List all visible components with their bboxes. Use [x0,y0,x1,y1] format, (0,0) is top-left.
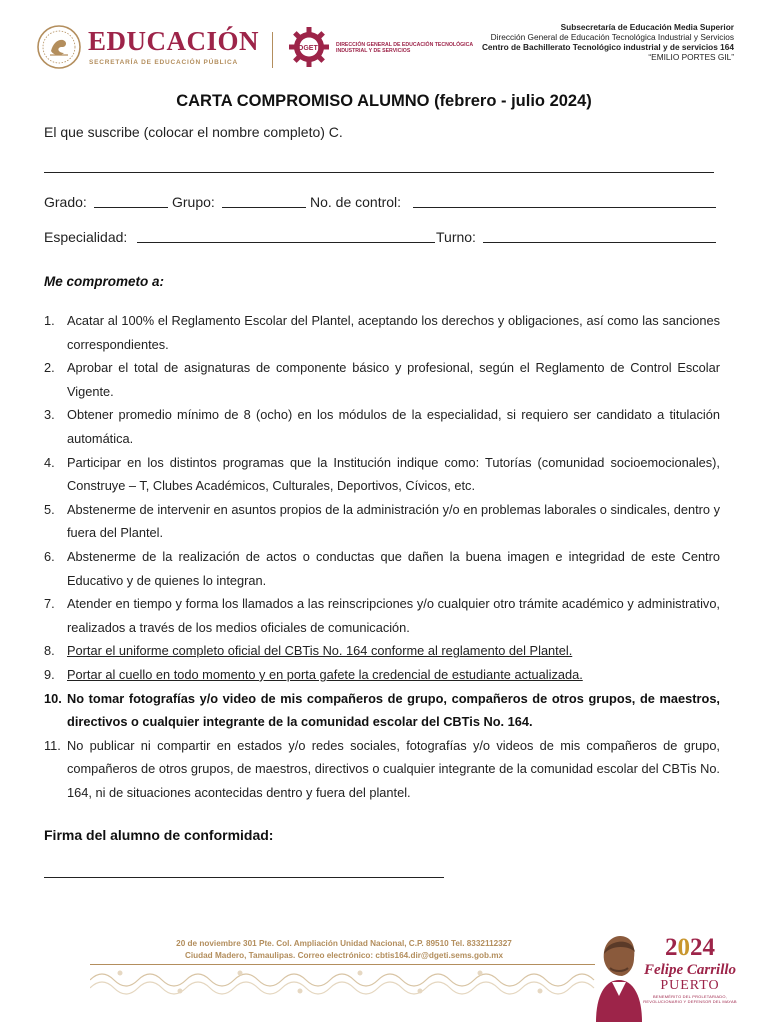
signature-fill-line [44,877,444,878]
turno-fill-line [483,242,716,243]
header-divider [272,32,273,68]
logo-place: PUERTO [660,978,720,993]
list-item: 10. No tomar fotografías y/o video de mis compañeros de grupo, compañeros de otros grupos, de maestros, directivos o cualquier integrante de la comunidad escolar del CBTis No. 164. [44,690,720,730]
institution-line-4: “EMILIO PORTES GIL” [648,52,734,62]
felipe-carrillo-portrait-icon [592,930,644,1022]
dgeti-gear-logo-icon [288,26,330,68]
institution-line-3: Centro de Bachillerato Tecnológico industrial y de servicios 164 [481,42,734,52]
brand-subtitle: SECRETARÍA DE EDUCACIÓN PÚBLICA [89,59,239,66]
list-item: 9. Portar al cuello en todo momento y en porta gafete la credencial de estudiante actualizada. [44,666,583,682]
dgeti-logo-text: DIRECCIÓN GENERAL DE EDUCACIÓN TECNOLÓGICA INDUSTRIAL Y DE SERVICIOS [336,42,473,55]
grupo-label: Grupo: [172,194,215,210]
decorative-band-icon [90,964,595,996]
list-item: 4. Participar en los distintos programas que la Institución indique como: Tutorías (comunidad socioemocionales), Construye – T, Clubes Académicos, Culturales, Deportivos, Cívicos, etc. [44,454,720,494]
felipe-carrillo-2024-logo [640,934,740,1004]
institution-line-1: Subsecretaría de Educación Media Superior [560,22,734,32]
list-item: 3. Obtener promedio mínimo de 8 (ocho) en los módulos de la especialidad, si requiero ser candidato a titulación automática. [44,407,720,446]
commitment-heading: Me comprometo a: [44,274,165,289]
especialidad-label: Especialidad: [44,229,128,245]
list-item: 11. No publicar ni compartir en estados y/o redes sociales, fotografías y/o videos de mis compañeros de grupo, compañeros de otros grupos, de maestros, directivos o cualquier integrante de la comunidad escolar del CBTis No. 164, ni de situaciones acontecidas dentro y fuera del plantel. [44,737,720,800]
control-label: No. de control: [310,194,402,210]
national-seal-icon [36,24,82,70]
list-item: 5. Abstenerme de intervenir en asuntos propios de la administración y/o en problemas laborales o sindicales, dentro y fuera del Plantel. [44,501,721,541]
logo-tagline: BENEMÉRITO DEL PROLETARIADO, REVOLUCIONARIO Y DEFENSOR DEL MAYAB [643,994,737,1004]
brand-title: EDUCACIÓN [88,26,260,56]
footer-address-line-1: 20 de noviembre 301 Pte. Col. Ampliación Unidad Nacional, C.P. 89510 Tel. 8332112327 [176,939,512,948]
dgeti-logo-mark: DGETI [298,45,320,52]
grado-fill-line [94,207,168,208]
letterhead [34,22,734,82]
grado-label: Grado: [44,194,87,210]
footer-address [90,938,598,961]
list-item: 8. Portar el uniforme completo oficial del CBTis No. 164 conforme al reglamento del Plantel. [44,643,573,659]
institution-block [482,22,734,62]
signature-label: Firma del alumno de conformidad: [44,827,274,843]
logo-name: Felipe Carrillo [643,962,737,978]
logo-year: 2024 [665,934,715,961]
document-title: CARTA COMPROMISO ALUMNO (febrero - julio 2024) [176,92,592,110]
commitment-list [44,309,720,804]
footer-address-line-2: Ciudad Madero, Tamaulipas. Correo electrónico: cbtis164.dir@dgeti.sems.gob.mx [184,950,504,960]
list-item: 7. Atender en tiempo y forma los llamados a las reinscripciones y/o cualquier otro trámite académico y administrativo, realizados a través de los medios oficiales de comunicación. [44,596,720,635]
intro-text: El que suscribe (colocar el nombre completo) C. [44,124,343,140]
list-item: 1. Acatar al 100% el Reglamento Escolar del Plantel, aceptando los derechos y obligaciones, así como las sanciones correspondientes. [44,313,720,352]
name-fill-line [44,172,714,173]
institution-line-2: Dirección General de Educación Tecnológica Industrial y Servicios [490,32,734,42]
list-item: 6. Abstenerme de la realización de actos o conductas que dañen la buena imagen e integridad de este Centro Educativo y de quienes lo integran. [44,548,720,588]
especialidad-fill-line [137,242,435,243]
control-fill-line [413,207,716,208]
list-item: 2. Aprobar el total de asignaturas de componente básico y profesional, según el Reglamento de Control Escolar Vigente. [44,360,720,399]
turno-label: Turno: [436,229,476,245]
grupo-fill-line [222,207,306,208]
